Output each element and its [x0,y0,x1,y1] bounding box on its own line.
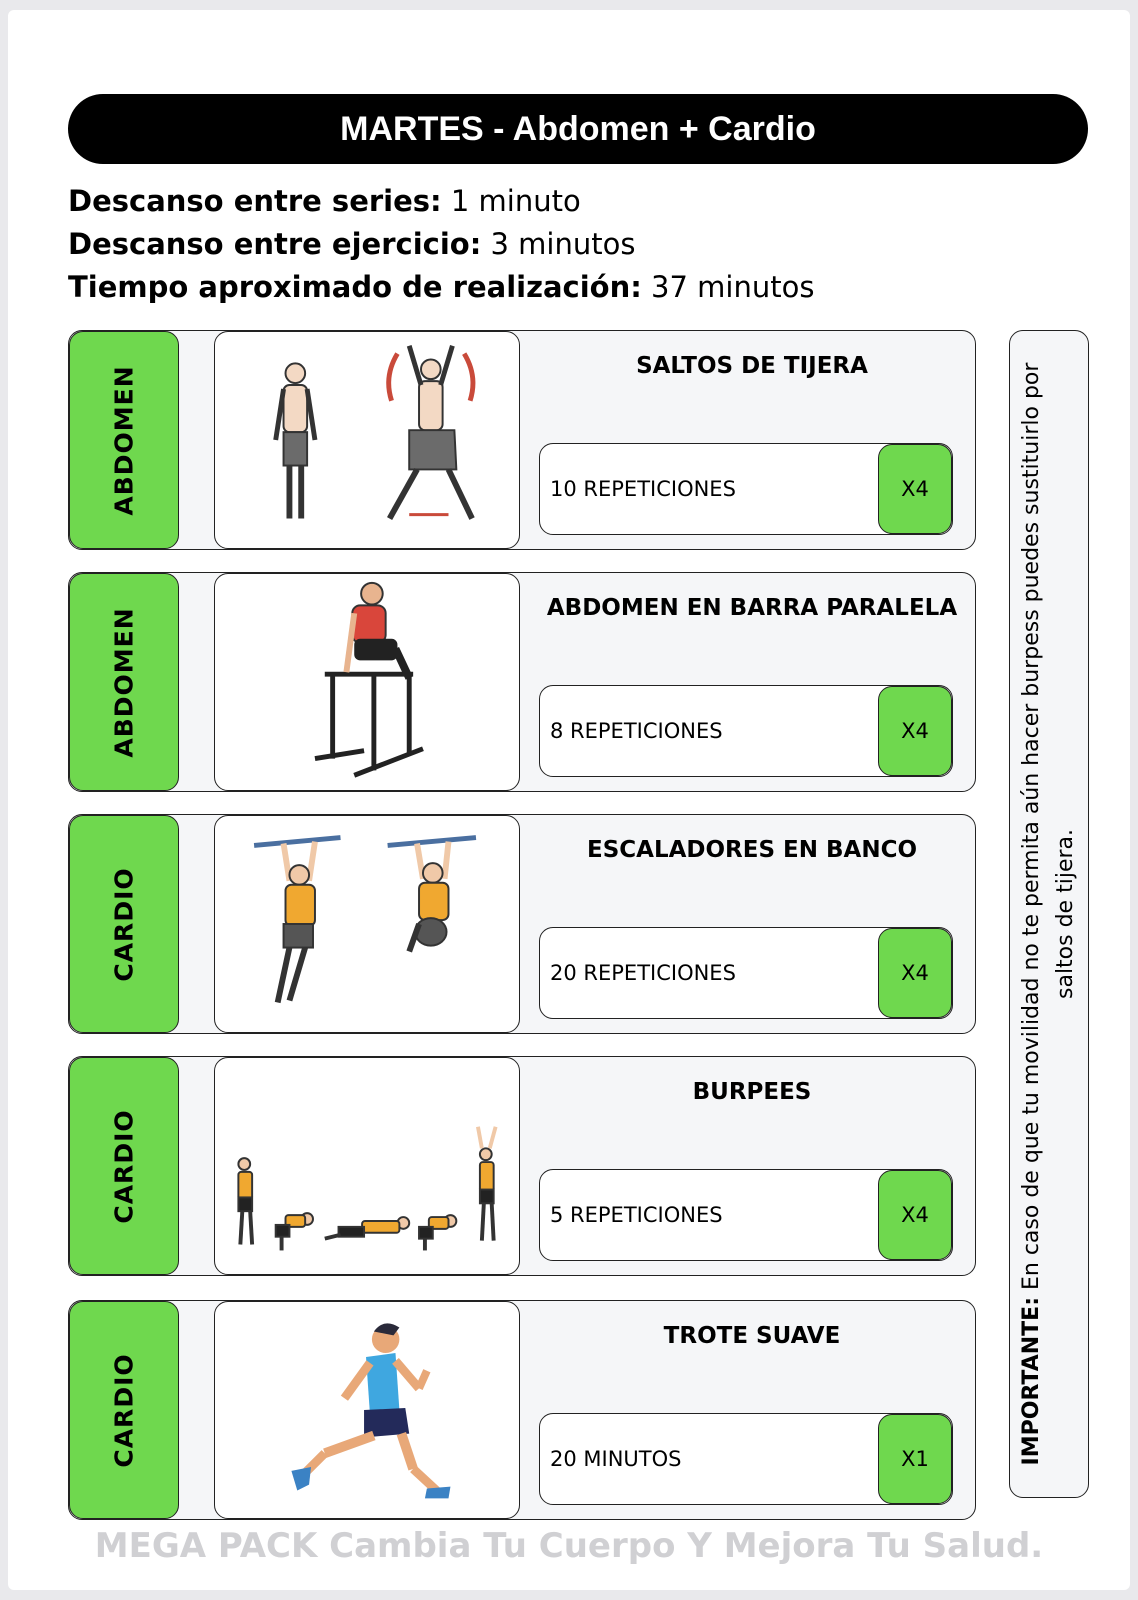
exercise-name: ESCALADORES EN BANCO [586,837,918,863]
exercise-card [68,572,976,792]
reps-label: 10 REPETICIONES [550,477,736,501]
page-title [68,94,1088,164]
runner-figure [215,1302,519,1518]
important-note-text [1015,354,1083,1474]
parallel-bar-knee-raise-figure [215,574,519,790]
category-tag: CARDIO [69,1301,179,1519]
exercise-card [68,1300,976,1520]
important-body: En caso de que tu movilidad no te permita aún hacer burpess puedes sustituirlo por saltos de tijera. [1019,362,1078,1297]
reps-label: 5 REPETICIONES [550,1203,723,1227]
important-note [1009,330,1089,1498]
exercise-name: SALTOS DE TIJERA [636,353,868,379]
exercise-card [68,330,976,550]
reps-label: 20 REPETICIONES [550,961,736,985]
sets-badge: X4 [878,1170,952,1260]
reps-box [539,927,953,1019]
hanging-knee-raise-figures [215,816,519,1032]
exercise-illustration [214,1057,520,1275]
exercise-illustration [214,331,520,549]
exercise-name: ABDOMEN EN BARRA PARALELA [546,595,958,621]
category-tag: CARDIO [69,1057,179,1275]
jumping-jacks-figures [215,332,519,548]
reps-label: 8 REPETICIONES [550,719,723,743]
burpee-sequence-figures [215,1058,519,1274]
sets-badge: X4 [878,444,952,534]
exercise-card [68,814,976,1034]
category-tag: ABDOMEN [69,331,179,549]
reps-box [539,1413,953,1505]
reps-box [539,443,953,535]
page-title-text: MARTES - Abdomen + Cardio [340,109,816,148]
reps-box [539,1169,953,1261]
rest-between-exercises: Descanso entre ejercicio: 3 minutos [68,227,636,261]
sets-badge: X4 [878,928,952,1018]
category-tag: ABDOMEN [69,573,179,791]
sets-badge: X4 [878,686,952,776]
exercise-name: TROTE SUAVE [663,1323,841,1349]
exercise-illustration [214,1301,520,1519]
category-tag: CARDIO [69,815,179,1033]
exercise-card [68,1056,976,1276]
rest-between-series: Descanso entre series: 1 minuto [68,184,581,218]
exercise-illustration [214,573,520,791]
reps-box [539,685,953,777]
rest-info [68,180,814,309]
footer-watermark: MEGA PACK Cambia Tu Cuerpo Y Mejora Tu Salud. [94,1526,1044,1566]
reps-label: 20 MINUTOS [550,1447,682,1471]
approx-duration: Tiempo aproximado de realización: 37 minutos [68,270,815,304]
exercise-illustration [214,815,520,1033]
exercise-name: BURPEES [692,1079,812,1105]
sets-badge: X1 [878,1414,952,1504]
important-label: IMPORTANTE: [1019,1297,1044,1466]
